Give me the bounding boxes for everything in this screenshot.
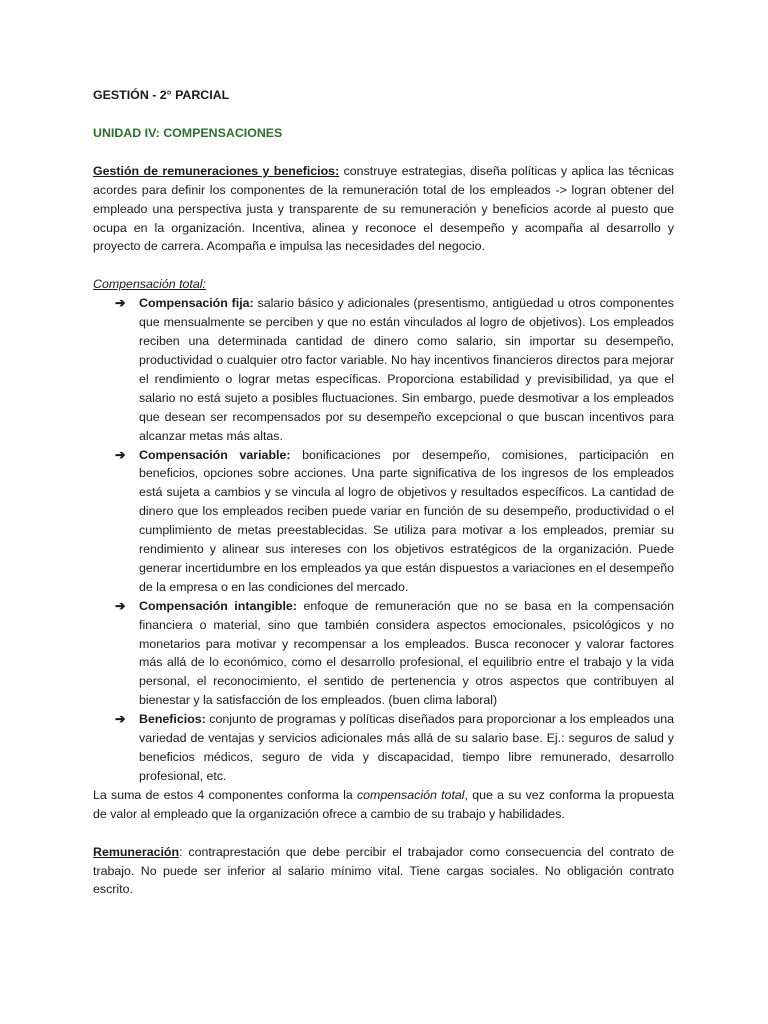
summary-text-after: , que a su vez conforma la propuesta de valor al empleado que la organización ofrece a cambio de su trabajo y habilidades. <box>93 787 674 821</box>
compensation-list <box>93 294 674 786</box>
intro-paragraph <box>93 162 674 257</box>
arrow-right-icon: ➔ <box>115 712 126 727</box>
bullet-text: enfoque de remuneración que no se basa en la compensación financiera o material, sino que también considera aspectos emocionales, psicológicos y no monetarios para motivar y recompensar a los empleados. Busca reconocer y valorar factores más allá de lo económico, como el desarrollo profesional, el equilibrio entre el trabajo y la vida personal, el reconocimiento, el sentido de pertenencia y otros aspectos que contribuyen al bienestar y la satisfacción de los empleados. (buen clima laboral) <box>139 598 674 708</box>
intro-text: construye estrategias, diseña políticas y aplica las técnicas acordes para definir los componentes de la remuneración total de los empleados -> logran obtener del empleado una perspectiva justa y transparente de su remuneración y beneficios acorde al puesto que ocupa en la organización. Incentiva, alinea y reconoce el desempeño y acompaña al desarrollo y proyecto de carrera. Acompaña e impulsa las necesidades del negocio. <box>93 163 674 254</box>
remuneracion-term: Remuneración <box>93 844 180 859</box>
bullet-text: bonificaciones por desempeño, comisiones, participación en beneficios, opciones sobre acciones. Una parte significativa de los ingresos de los empleados está sujeta a cambios y se vincula al logro de objetivos y resultados específicos. La cantidad de dinero que los empleados reciben puede variar en función de su desempeño, productividad o el cumplimiento de metas preestablecidas. Se utiliza para motivar a los empleados, premiar su rendimiento y alinear sus intereses con los objetivos estratégicos de la organización. Puede generar incertidumbre en los empleados ya que están dispuestos a variaciones en el desempeño de la empresa o en las condiciones del mercado. <box>139 447 674 594</box>
spacer <box>93 105 674 124</box>
comp-total-label: Compensación total: <box>93 277 206 292</box>
remuneracion-paragraph <box>93 843 674 900</box>
arrow-right-icon: ➔ <box>115 296 126 311</box>
bullet-term: Beneficios: <box>139 712 206 727</box>
spacer <box>93 256 674 275</box>
list-item <box>93 710 674 786</box>
list-item <box>93 597 674 710</box>
unit-heading: UNIDAD IV: COMPENSACIONES <box>93 125 283 140</box>
summary-italic-term: compensación total <box>356 787 465 802</box>
list-item <box>93 446 674 597</box>
bullet-term: Compensación fija: <box>139 296 254 311</box>
remuneracion-text: : contraprestación que debe percibir el trabajador como consecuencia del contrato de trabajo. No puede ser inferior al salario mínimo vital. Tiene cargas sociales. No obligación contrato escrito. <box>93 844 674 897</box>
document-page <box>93 86 674 899</box>
summary-paragraph <box>93 786 674 824</box>
arrow-right-icon: ➔ <box>115 598 126 613</box>
arrow-right-icon: ➔ <box>115 447 126 462</box>
bullet-term: Compensación intangible: <box>139 598 297 613</box>
bullet-text: salario básico y adicionales (presentismo, antigüedad u otros componentes que mensualmente se perciben y que no están vinculados al logro de objetivos). Los empleados reciben una determinada cantidad de dinero como salario, sin importar su desempeño, productividad o cualquier otro factor variable. No hay incentivos financieros directos para mejorar el rendimiento o lograr metas específicas. Proporciona estabilidad y previsibilidad, ya que el salario no está sujeto a posibles fluctuaciones. Sin embargo, puede desmotivar a los empleados que desean ser recompensados por su desempeño excepcional o que buscan incentivos para alcanzar metas más altas. <box>139 296 674 443</box>
intro-term: Gestión de remuneraciones y beneficios: <box>93 163 340 178</box>
document-heading: GESTIÓN - 2° PARCIAL <box>93 88 230 102</box>
list-item <box>93 294 674 445</box>
spacer <box>93 824 674 843</box>
bullet-text: conjunto de programas y políticas diseñados para proporcionar a los empleados una variedad de ventajas y servicios adicionales más allá de su salario base. Ej.: seguros de salud y beneficios médicos, seguro de vida y discapacidad, tiempo libre remunerado, desarrollo profesional, etc. <box>139 712 674 783</box>
summary-text-before: La suma de estos 4 componentes conforma la <box>93 787 357 802</box>
bullet-term: Compensación variable: <box>139 447 291 462</box>
spacer <box>93 143 674 162</box>
